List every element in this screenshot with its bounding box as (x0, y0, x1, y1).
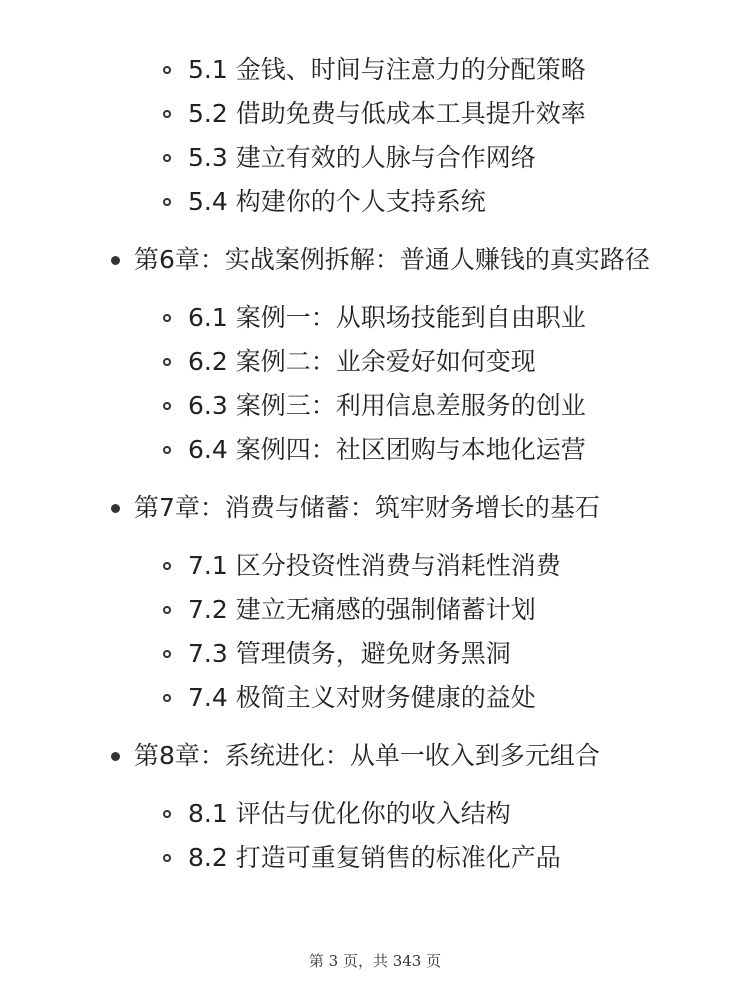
toc-item-label: 8.1 评估与优化你的收入结构 (188, 799, 511, 828)
toc-item-7-1[interactable] (0, 544, 750, 588)
toc-item-label: 6.3 案例三：利用信息差服务的创业 (188, 391, 586, 420)
toc-chapter-7[interactable] (0, 486, 674, 530)
hollow-bullet-icon (163, 854, 171, 862)
toc-item-label: 7.4 极简主义对财务健康的益处 (188, 683, 536, 712)
toc-item-label: 5.4 构建你的个人支持系统 (188, 187, 486, 216)
toc-item-label: 6.4 案例四：社区团购与本地化运营 (188, 435, 586, 464)
hollow-bullet-icon (163, 110, 171, 118)
solid-bullet-icon (111, 504, 120, 513)
hollow-bullet-icon (163, 650, 171, 658)
solid-bullet-icon (111, 256, 120, 265)
hollow-bullet-icon (163, 446, 171, 454)
toc-item-8-2[interactable] (0, 836, 750, 880)
toc-item-label: 5.2 借助免费与低成本工具提升效率 (188, 99, 586, 128)
toc-item-6-4[interactable] (0, 428, 750, 472)
toc-chapter-6[interactable] (0, 238, 674, 282)
hollow-bullet-icon (163, 66, 171, 74)
hollow-bullet-icon (163, 314, 171, 322)
toc-item-label: 8.2 打造可重复销售的标准化产品 (188, 843, 561, 872)
table-of-contents (0, 48, 750, 880)
toc-chapter-8[interactable] (0, 734, 674, 778)
hollow-bullet-icon (163, 154, 171, 162)
toc-item-7-2[interactable] (0, 588, 750, 632)
toc-item-7-3[interactable] (0, 632, 750, 676)
hollow-bullet-icon (163, 694, 171, 702)
toc-item-label: 5.3 建立有效的人脉与合作网络 (188, 143, 536, 172)
toc-item-6-3[interactable] (0, 384, 750, 428)
hollow-bullet-icon (163, 358, 171, 366)
toc-item-5-1[interactable] (0, 48, 750, 92)
toc-chapter-label: 第8章：系统进化：从单一收入到多元组合 (134, 741, 600, 770)
toc-item-label: 5.1 金钱、时间与注意力的分配策略 (188, 55, 586, 84)
toc-item-7-4[interactable] (0, 676, 750, 720)
toc-item-label: 7.1 区分投资性消费与消耗性消费 (188, 551, 561, 580)
solid-bullet-icon (111, 752, 120, 761)
toc-item-label: 6.2 案例二：业余爱好如何变现 (188, 347, 536, 376)
toc-item-label: 6.1 案例一：从职场技能到自由职业 (188, 303, 586, 332)
toc-item-6-1[interactable] (0, 296, 750, 340)
toc-chapter-label: 第6章：实战案例拆解：普通人赚钱的真实路径 (134, 245, 650, 274)
hollow-bullet-icon (163, 402, 171, 410)
hollow-bullet-icon (163, 562, 171, 570)
toc-item-label: 7.3 管理债务，避免财务黑洞 (188, 639, 511, 668)
hollow-bullet-icon (163, 606, 171, 614)
toc-item-5-3[interactable] (0, 136, 750, 180)
toc-item-6-2[interactable] (0, 340, 750, 384)
hollow-bullet-icon (163, 810, 171, 818)
hollow-bullet-icon (163, 198, 171, 206)
toc-item-5-4[interactable] (0, 180, 750, 224)
page-number-footer: 第 3 页，共 343 页 (308, 952, 442, 970)
toc-item-8-1[interactable] (0, 792, 750, 836)
toc-item-5-2[interactable] (0, 92, 750, 136)
toc-chapter-label: 第7章：消费与储蓄：筑牢财务增长的基石 (134, 493, 600, 522)
toc-item-label: 7.2 建立无痛感的强制储蓄计划 (188, 595, 536, 624)
